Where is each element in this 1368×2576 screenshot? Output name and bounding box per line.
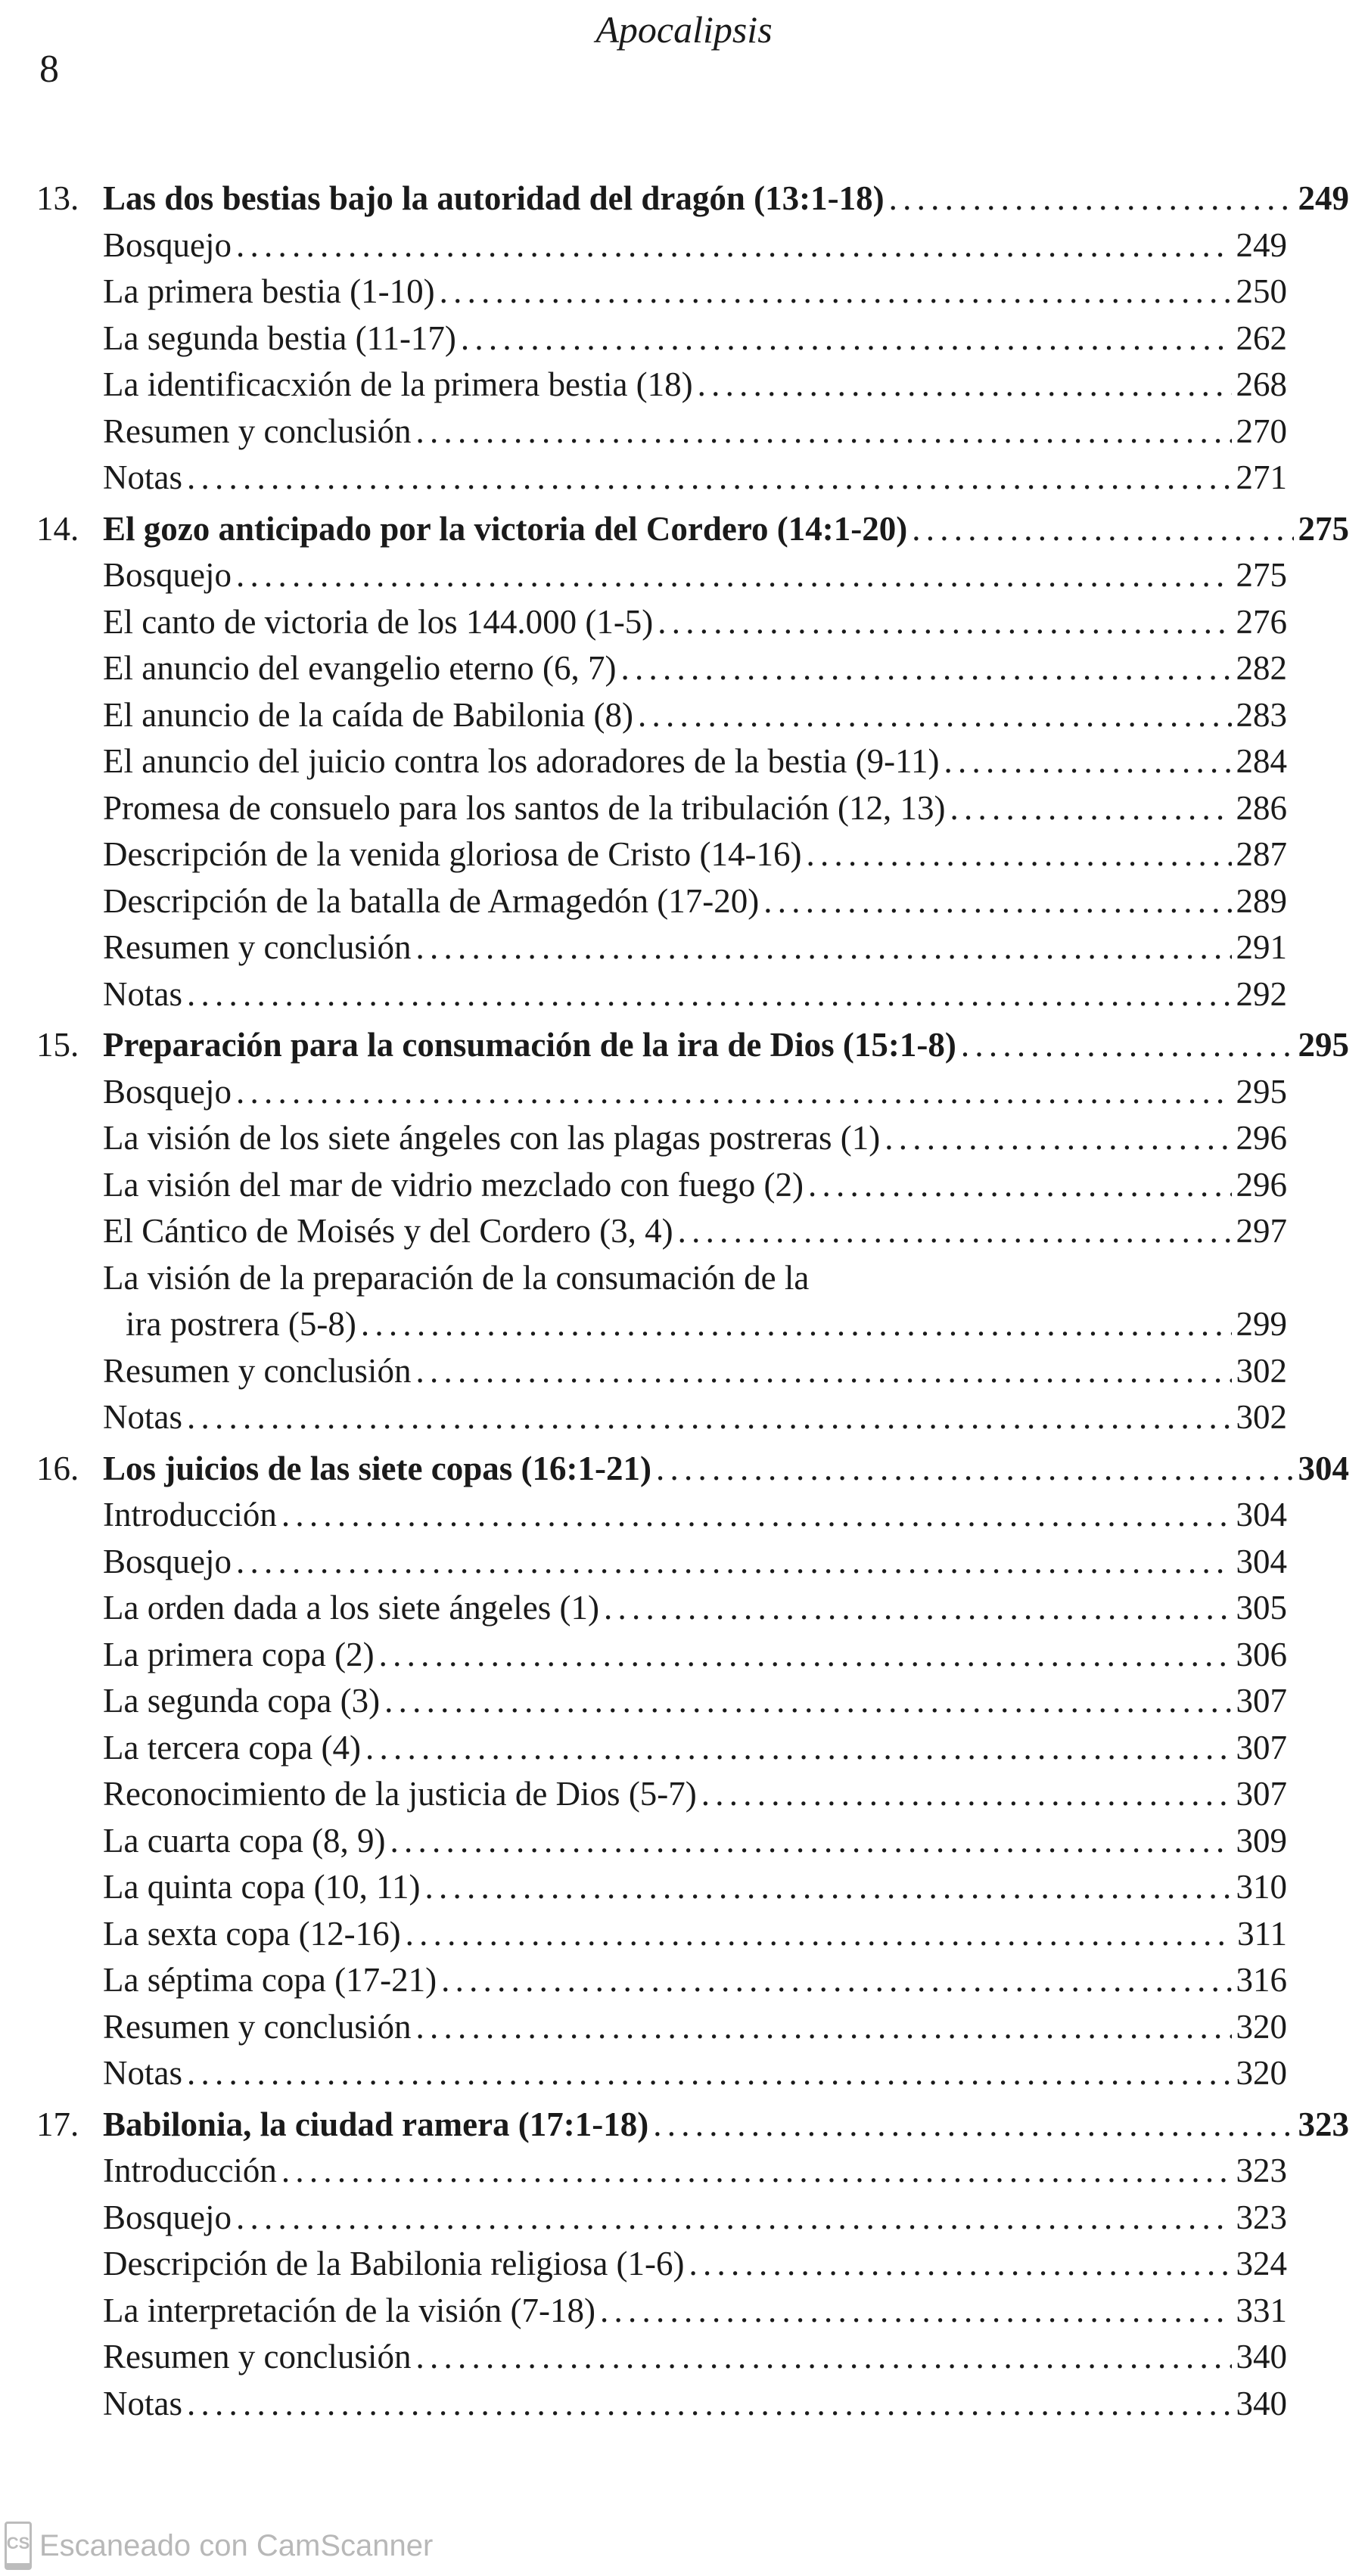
entry-label: La visión de la preparación de la consumación de la	[103, 1258, 810, 1297]
dot-leader	[187, 971, 1232, 1018]
entry-label: Promesa de consuelo para los santos de la tribulación (12, 13)	[103, 788, 946, 827]
entry-label: La séptima copa (17-21)	[103, 1961, 437, 1999]
entry-page: 323	[1236, 2152, 1287, 2189]
toc-entry	[103, 409, 1287, 455]
watermark-text: Escaneado con CamScanner	[39, 2528, 434, 2562]
entry-page: 287	[1236, 835, 1287, 873]
toc-entry	[103, 1911, 1287, 1958]
dot-leader	[415, 409, 1231, 455]
entry-label: Resumen y conclusión	[103, 2338, 412, 2376]
toc-entry	[103, 1115, 1287, 1162]
dot-leader	[440, 269, 1232, 315]
entry-page: 250	[1236, 272, 1287, 310]
chapter-heading	[36, 176, 1349, 222]
entry-page: 291	[1236, 928, 1287, 966]
entry-page: 324	[1236, 2245, 1287, 2282]
entry-page: 316	[1236, 1961, 1287, 1999]
toc-entry	[103, 552, 1287, 599]
entry-page: 295	[1236, 1072, 1287, 1111]
entry-page: 307	[1236, 1775, 1287, 1813]
toc-entry	[103, 1208, 1287, 1255]
entry-page: 249	[1236, 225, 1287, 264]
entry-page: 270	[1236, 412, 1287, 450]
toc-entry	[103, 645, 1287, 692]
toc-entry	[103, 2148, 1287, 2195]
entry-page: 292	[1236, 974, 1287, 1013]
toc-entry	[103, 1348, 1287, 1395]
entry-page: 296	[1236, 1119, 1287, 1157]
toc-entry	[103, 1632, 1287, 1679]
entry-label: Notas	[103, 2054, 182, 2092]
toc-entry	[103, 2381, 1287, 2428]
dot-leader	[361, 1301, 1232, 1348]
toc-entry	[103, 2288, 1287, 2335]
dot-leader	[281, 1492, 1232, 1539]
entry-page: 331	[1236, 2291, 1287, 2329]
camscanner-watermark	[5, 2522, 433, 2570]
dot-leader	[889, 176, 1294, 222]
toc-chapter	[36, 506, 1368, 1018]
dot-leader	[808, 1162, 1232, 1209]
toc-entry	[103, 362, 1287, 409]
dot-leader	[236, 222, 1231, 269]
dot-leader	[621, 645, 1232, 692]
dot-leader	[281, 2148, 1232, 2195]
dot-leader	[689, 2241, 1232, 2288]
entry-label: La primera bestia (1-10)	[103, 272, 435, 310]
chapter-number: 17.	[36, 2105, 79, 2143]
entry-label: Descripción de la batalla de Armagedón (17-20)	[103, 881, 760, 920]
entry-page: 297	[1236, 1212, 1287, 1250]
chapter-number: 14.	[36, 509, 79, 548]
toc-chapter	[36, 1022, 1368, 1441]
running-title: Apocalipsis	[595, 8, 773, 51]
toc-entry	[103, 692, 1287, 739]
dot-leader	[384, 1678, 1231, 1725]
entry-page: 320	[1236, 2007, 1287, 2046]
dot-leader	[885, 1115, 1231, 1162]
entry-label: Bosquejo	[103, 1072, 232, 1111]
entry-label: Resumen y conclusión	[103, 1351, 412, 1390]
entry-label: Introducción	[103, 2152, 277, 2189]
dot-leader	[701, 1771, 1232, 1818]
chapter-heading	[36, 1446, 1349, 1493]
toc-chapter	[36, 176, 1368, 502]
dot-leader	[415, 1348, 1231, 1395]
dot-leader	[807, 831, 1232, 878]
entry-label: Bosquejo	[103, 1542, 232, 1580]
dot-leader	[236, 1069, 1231, 1116]
toc-entry	[103, 1725, 1287, 1772]
chapter-number: 13.	[36, 179, 79, 217]
toc-entry	[103, 971, 1287, 1018]
entry-label: La visión de los siete ángeles con las plagas postreras (1)	[103, 1119, 881, 1157]
dot-leader	[698, 362, 1232, 409]
toc-entry	[103, 1585, 1287, 1632]
dot-leader	[638, 692, 1232, 739]
dot-leader	[961, 1022, 1294, 1069]
toc-entry	[103, 1864, 1287, 1911]
toc-entry	[103, 2004, 1287, 2051]
toc-entry	[103, 924, 1287, 971]
toc-entry	[103, 455, 1287, 502]
chapter-heading	[36, 1022, 1349, 1069]
chapter-page: 295	[1298, 1026, 1349, 1064]
dot-leader	[236, 2195, 1231, 2242]
table-of-contents	[36, 176, 1368, 2427]
entry-label: Resumen y conclusión	[103, 2007, 412, 2046]
dot-leader	[912, 506, 1293, 553]
dot-leader	[415, 2334, 1231, 2381]
toc-entry	[103, 1394, 1287, 1441]
entry-page: 340	[1236, 2384, 1287, 2422]
entry-label: El canto de victoria de los 144.000 (1-5)	[103, 602, 654, 641]
dot-leader	[365, 1725, 1232, 1772]
entry-page: 311	[1237, 1914, 1287, 1953]
entry-page: 305	[1236, 1589, 1287, 1627]
page-number: 8	[39, 48, 59, 91]
toc-chapter	[36, 2102, 1368, 2428]
entry-label: Descripción de la Babilonia religiosa (1-6)	[103, 2245, 685, 2282]
chapter-title: Las dos bestias bajo la autoridad del dragón (13:1-18)	[103, 179, 885, 217]
chapter-page: 323	[1298, 2105, 1349, 2143]
entry-label: Reconocimiento de la justicia de Dios (5-7)	[103, 1775, 697, 1813]
toc-entry	[103, 2050, 1287, 2097]
entry-label: La identificacxión de la primera bestia (18)	[103, 365, 693, 403]
toc-entry	[103, 738, 1287, 785]
dot-leader	[658, 599, 1231, 646]
entry-page: 271	[1236, 458, 1287, 496]
dot-leader	[600, 2288, 1231, 2335]
dot-leader	[656, 1446, 1294, 1493]
chapter-title: Los juicios de las siete copas (16:1-21)	[103, 1449, 651, 1487]
chapter-page: 304	[1298, 1449, 1349, 1487]
toc-entry	[103, 1492, 1287, 1539]
camscanner-logo-icon: CS	[5, 2522, 32, 2570]
toc-entry	[103, 785, 1287, 832]
toc-entry	[103, 1539, 1287, 1586]
toc-entry	[103, 315, 1287, 362]
dot-leader	[406, 1911, 1233, 1958]
entry-page: 310	[1236, 1868, 1287, 1906]
chapter-heading	[36, 506, 1349, 553]
entry-page: 299	[1236, 1305, 1287, 1343]
toc-entry	[103, 1255, 1287, 1302]
dot-leader	[236, 552, 1231, 599]
entry-label: La quinta copa (10, 11)	[103, 1868, 421, 1906]
toc-entry	[103, 2241, 1287, 2288]
entry-label: Notas	[103, 1398, 182, 1436]
entry-label: La interpretación de la visión (7-18)	[103, 2291, 596, 2329]
dot-leader	[653, 2102, 1293, 2149]
dot-leader	[187, 455, 1232, 502]
chapter-title: Preparación para la consumación de la ira de Dios (15:1-8)	[103, 1026, 956, 1064]
entry-page: 262	[1236, 319, 1287, 357]
toc-entry	[103, 831, 1287, 878]
entry-page: 340	[1236, 2338, 1287, 2376]
entry-label: La orden dada a los siete ángeles (1)	[103, 1589, 599, 1627]
chapter-title: Babilonia, la ciudad ramera (17:1-18)	[103, 2105, 649, 2143]
entry-page: 296	[1236, 1165, 1287, 1204]
toc-entry	[103, 599, 1287, 646]
entry-page: 309	[1236, 1821, 1287, 1860]
entry-page: 286	[1236, 788, 1287, 827]
dot-leader	[390, 1818, 1232, 1865]
entry-label: La sexta copa (12-16)	[103, 1914, 401, 1953]
toc-entry	[103, 1818, 1287, 1865]
dot-leader	[424, 1864, 1231, 1911]
entry-page: 275	[1236, 556, 1287, 594]
entry-label: La segunda bestia (11-17)	[103, 319, 456, 357]
toc-entry	[103, 1771, 1287, 1818]
toc-entry	[103, 2195, 1287, 2242]
entry-page: 284	[1236, 742, 1287, 780]
entry-label: El Cántico de Moisés y del Cordero (3, 4)	[103, 1212, 673, 1250]
entry-page: 283	[1236, 695, 1287, 734]
dot-leader	[187, 1394, 1232, 1441]
chapter-title: El gozo anticipado por la victoria del Cordero (14:1-20)	[103, 509, 908, 548]
entry-page: 268	[1236, 365, 1287, 403]
dot-leader	[604, 1585, 1232, 1632]
chapter-page: 249	[1298, 179, 1349, 217]
dot-leader	[236, 1539, 1231, 1586]
entry-page: 307	[1236, 1682, 1287, 1720]
entry-label: El anuncio del juicio contra los adoradores de la bestia (9-11)	[103, 742, 940, 780]
entry-page: 306	[1236, 1635, 1287, 1673]
entry-label: La primera copa (2)	[103, 1635, 375, 1673]
dot-leader	[441, 1957, 1231, 2004]
entry-label: La cuarta copa (8, 9)	[103, 1821, 386, 1860]
toc-chapter	[36, 1446, 1368, 2097]
entry-page: 289	[1236, 881, 1287, 920]
chapter-number: 15.	[36, 1026, 79, 1064]
toc-entry	[103, 222, 1287, 269]
dot-leader	[415, 2004, 1231, 2051]
entry-label: La visión del mar de vidrio mezclado con fuego (2)	[103, 1165, 804, 1204]
entry-label: Bosquejo	[103, 556, 232, 594]
entry-label: Bosquejo	[103, 2198, 232, 2236]
chapter-number: 16.	[36, 1449, 79, 1487]
entry-label: La segunda copa (3)	[103, 1682, 381, 1720]
entry-label: Resumen y conclusión	[103, 412, 412, 450]
entry-label: Resumen y conclusión	[103, 928, 412, 966]
entry-page: 282	[1236, 649, 1287, 687]
toc-entry-continuation	[103, 1301, 1287, 1348]
toc-entry	[103, 1957, 1287, 2004]
chapter-heading	[36, 2102, 1349, 2149]
entry-page: 304	[1236, 1496, 1287, 1533]
dot-leader	[763, 878, 1231, 925]
entry-page: 307	[1236, 1728, 1287, 1767]
toc-entry	[103, 1162, 1287, 1209]
toc-entry	[103, 1678, 1287, 1725]
toc-entry	[103, 2334, 1287, 2381]
dot-leader	[187, 2381, 1232, 2428]
entry-label: El anuncio del evangelio eterno (6, 7)	[103, 649, 617, 687]
entry-label: La tercera copa (4)	[103, 1728, 361, 1767]
entry-label: Notas	[103, 458, 182, 496]
entry-label: Notas	[103, 974, 182, 1013]
entry-page: 323	[1236, 2198, 1287, 2236]
dot-leader	[379, 1632, 1232, 1679]
entry-label: Descripción de la venida gloriosa de Cristo (14-16)	[103, 835, 802, 873]
entry-label: El anuncio de la caída de Babilonia (8)	[103, 695, 633, 734]
entry-label: Bosquejo	[103, 225, 232, 264]
toc-entry	[103, 878, 1287, 925]
entry-label: Notas	[103, 2384, 182, 2422]
dot-leader	[950, 785, 1231, 832]
entry-page: 276	[1236, 602, 1287, 641]
toc-entry	[103, 1069, 1287, 1116]
dot-leader	[415, 924, 1231, 971]
entry-page: 302	[1236, 1351, 1287, 1390]
dot-leader	[944, 738, 1231, 785]
entry-page: 320	[1236, 2054, 1287, 2092]
entry-page: 302	[1236, 1398, 1287, 1436]
entry-page: 304	[1236, 1542, 1287, 1580]
toc-entry	[103, 269, 1287, 315]
chapter-page: 275	[1298, 509, 1349, 548]
entry-label: Introducción	[103, 1496, 277, 1533]
dot-leader	[187, 2050, 1232, 2097]
entry-label-continuation: ira postrera (5-8)	[126, 1305, 356, 1343]
dot-leader	[678, 1208, 1232, 1255]
dot-leader	[461, 315, 1232, 362]
